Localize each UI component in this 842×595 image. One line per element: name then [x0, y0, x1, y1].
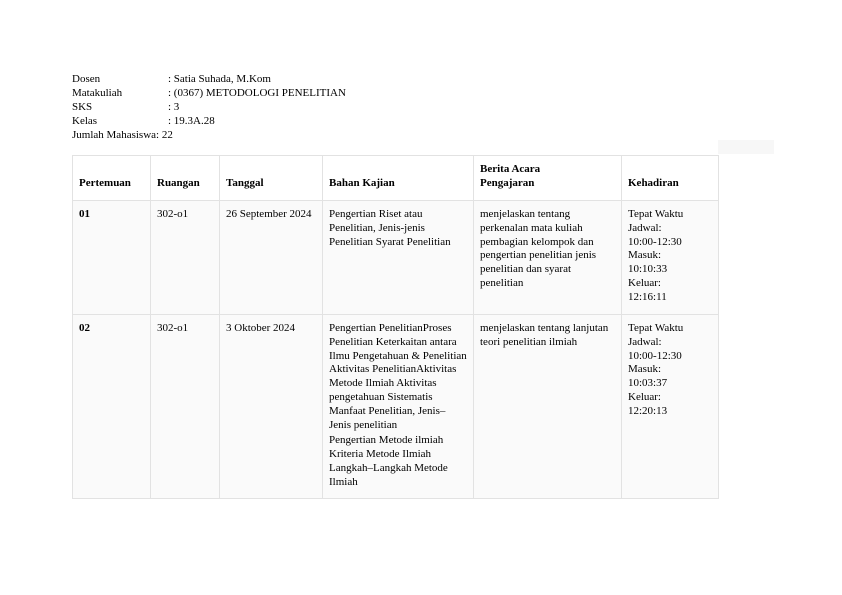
jumlah-mahasiswa-label: Jumlah Mahasiswa [72, 129, 157, 141]
course-info [72, 72, 346, 142]
masuk-label: Masuk: [628, 249, 661, 262]
cell-kehadiran [622, 201, 719, 315]
jumlah-mahasiswa-row [72, 128, 346, 142]
cell-pertemuan: 02 [73, 315, 151, 499]
kelas-row [72, 114, 346, 128]
header-pertemuan: Pertemuan [73, 156, 151, 201]
sks-value: : 3 [168, 101, 180, 113]
kehadiran-status: Tepat Waktu [628, 322, 684, 334]
dosen-row [72, 72, 346, 86]
table-row [73, 201, 719, 315]
jumlah-mahasiswa-value: : 22 [156, 129, 173, 141]
cell-bahan-kajian [323, 201, 474, 315]
cell-bahan-kajian [323, 315, 474, 499]
cell-berita-acara: menjelaskan tentang lanjutan teori penelitian ilmiah [474, 315, 622, 499]
dosen-value: : Satia Suhada, M.Kom [168, 73, 271, 85]
keluar-label: Keluar: [628, 390, 661, 403]
matakuliah-value: : (0367) METODOLOGI PENELITIAN [168, 87, 346, 99]
dosen-label: Dosen [72, 73, 101, 85]
page-shadow [718, 140, 774, 154]
jadwal-value: 10:00-12:30 [628, 235, 682, 248]
masuk-label: Masuk: [628, 363, 661, 376]
matakuliah-row [72, 86, 346, 100]
jadwal-value: 10:00-12:30 [628, 349, 682, 362]
jadwal-label: Jadwal: [628, 335, 662, 348]
cell-ruangan: 302-o1 [151, 315, 220, 499]
keluar-value: 12:20:13 [628, 404, 668, 417]
header-ruangan: Ruangan [151, 156, 220, 201]
attendance-table [72, 155, 719, 499]
header-berita-line2: Pengajaran [480, 177, 535, 190]
header-bahan-kajian: Bahan Kajian [323, 156, 474, 201]
cell-berita-acara: menjelaskan tentang perkenalan mata kuliah pembagian kelompok dan pengertian penelitian jenis penelitian dan syarat penelitian [474, 201, 622, 315]
table-header-row [73, 156, 719, 201]
header-tanggal: Tanggal [220, 156, 323, 201]
cell-tanggal: 26 September 2024 [220, 201, 323, 315]
keluar-label: Keluar: [628, 276, 661, 289]
bahan-paragraph: Pengertian PenelitianProses Penelitian Keterkaitan antara Ilmu Pengetahuan & Penelitian Aktivitas PenelitianAktivitas Metode Ilmiah Aktivitas pengetahuan Sistematis Manfaat Penelitian, Jenis–Jenis penelitian [329, 322, 467, 431]
cell-ruangan: 302-o1 [151, 201, 220, 315]
keluar-value: 12:16:11 [628, 290, 667, 303]
kelas-label: Kelas [72, 115, 98, 127]
jadwal-label: Jadwal: [628, 221, 662, 234]
bahan-paragraph: Pengertian Riset atau Penelitian, Jenis-jenis Penelitian Syarat Penelitian [329, 208, 451, 248]
header-kehadiran: Kehadiran [622, 156, 719, 201]
kelas-value: : 19.3A.28 [168, 115, 215, 127]
cell-kehadiran [622, 315, 719, 499]
cell-pertemuan: 01 [73, 201, 151, 315]
masuk-value: 10:03:37 [628, 377, 668, 390]
masuk-value: 10:10:33 [628, 263, 668, 276]
header-berita-acara [474, 156, 622, 201]
header-berita-line1: Berita Acara [480, 163, 541, 176]
matakuliah-label: Matakuliah [72, 87, 123, 99]
table-row [73, 315, 719, 499]
kehadiran-status: Tepat Waktu [628, 208, 684, 220]
cell-tanggal: 3 Oktober 2024 [220, 315, 323, 499]
bahan-paragraph: Pengertian Metode ilmiah Kriteria Metode Ilmiah Langkah–Langkah Metode Ilmiah [329, 434, 448, 488]
sks-label: SKS [72, 101, 93, 113]
sks-row [72, 100, 346, 114]
